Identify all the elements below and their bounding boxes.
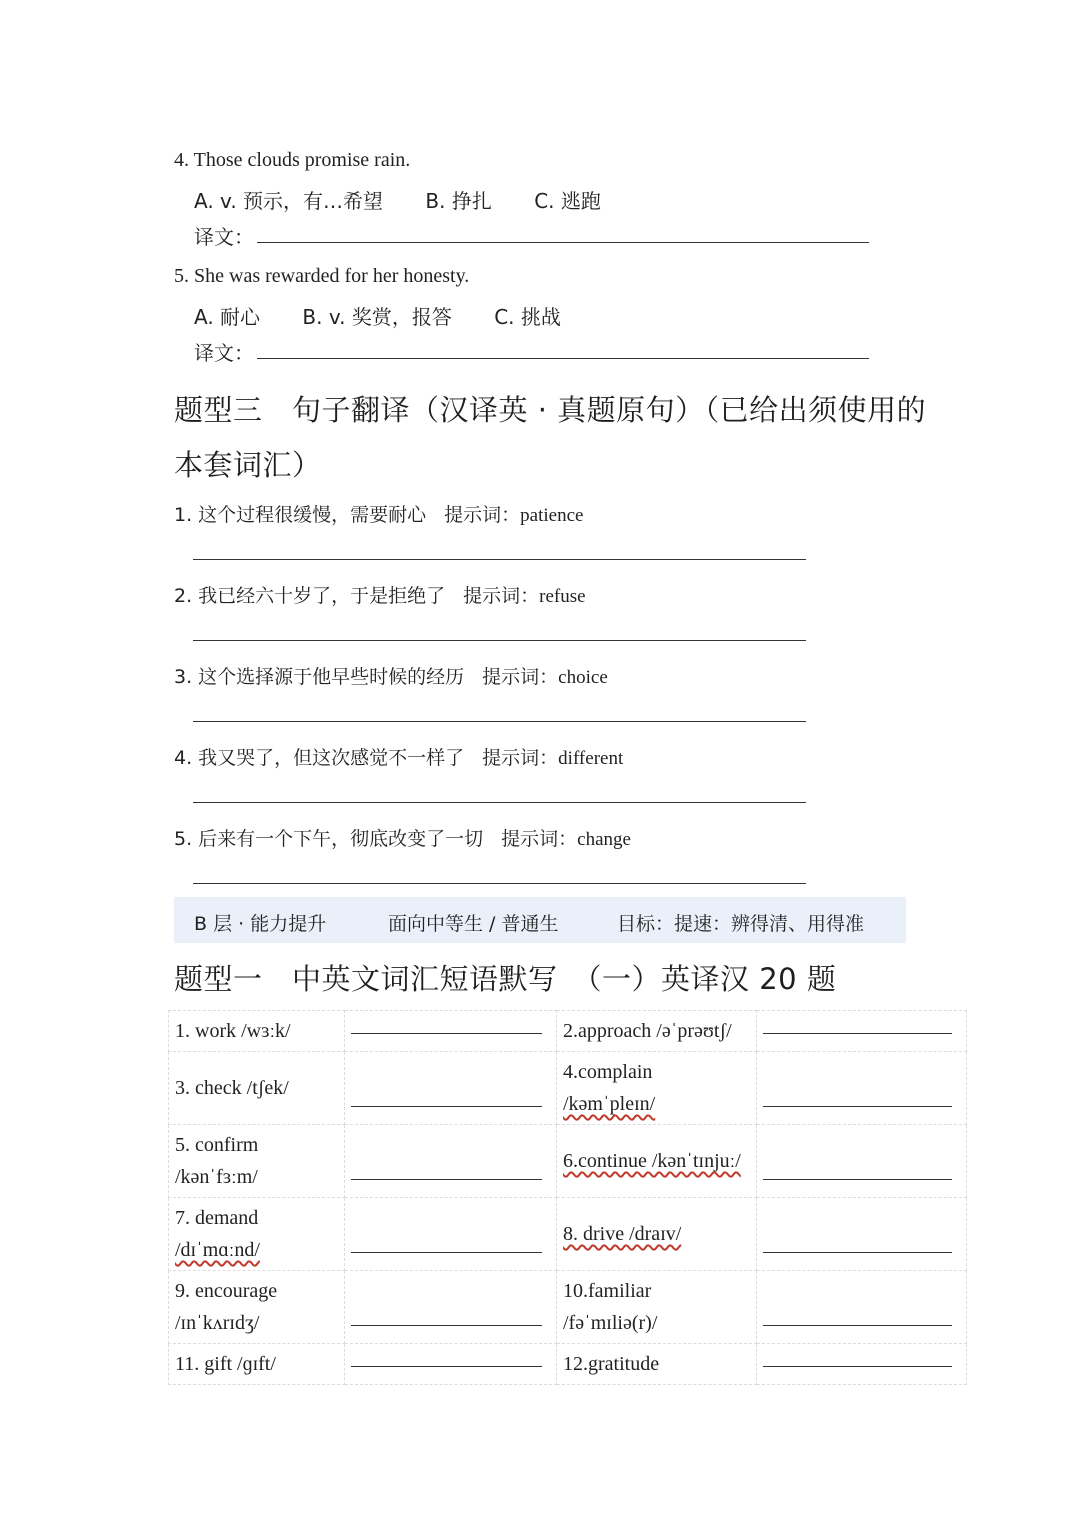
phonetic: /dɪˈmɑːnd/ <box>175 1239 260 1261</box>
item-text: 3. 这个选择源于他早些时候的经历 <box>174 666 465 688</box>
answer-line[interactable] <box>351 1325 542 1326</box>
answer-line[interactable] <box>351 1252 542 1253</box>
item-text: 4. 我又哭了，但这次感觉不一样了 <box>174 747 465 769</box>
word: 4.complain <box>563 1061 653 1083</box>
answer-line[interactable] <box>193 559 806 560</box>
section3-title-line1: 题型三 句子翻译（汉译英 · 真题原句）（已给出须使用的 <box>174 393 927 427</box>
answer-line[interactable] <box>763 1033 952 1034</box>
translation-label: 译文： <box>194 225 254 249</box>
banner-audience: 面向中等生 / 普通生 <box>388 913 559 935</box>
table-row <box>169 1344 967 1385</box>
answer-line[interactable] <box>193 640 806 641</box>
question-4-options <box>194 185 637 214</box>
section1-title: 题型一 中英文词汇短语默写 （一）英译汉 20 题 <box>174 962 837 996</box>
answer-line[interactable] <box>763 1325 952 1326</box>
word: 11. gift /ɡɪft/ <box>175 1353 276 1375</box>
phonetic: /ɪnˈkʌrɪdʒ/ <box>175 1312 260 1334</box>
banner-level: B 层 · 能力提升 <box>194 913 327 935</box>
translation-item-3 <box>174 662 608 689</box>
translation-item-4 <box>174 743 623 770</box>
word: 8. drive /draɪv/ <box>563 1223 682 1245</box>
word-cell <box>169 1125 345 1198</box>
answer-cell[interactable] <box>345 1344 557 1385</box>
translation-item-1 <box>174 500 583 527</box>
answer-line[interactable] <box>193 721 806 722</box>
word: 2.approach /əˈprəʊtʃ/ <box>563 1020 732 1042</box>
word: 5. confirm <box>175 1134 259 1156</box>
item-text: 2. 我已经六十岁了，于是拒绝了 <box>174 585 446 607</box>
option-c[interactable]: C. 挑战 <box>494 305 561 329</box>
item-hint: 提示词：choice <box>482 667 608 688</box>
answer-cell[interactable] <box>757 1271 967 1344</box>
answer-cell[interactable] <box>757 1011 967 1052</box>
answer-line[interactable] <box>763 1106 952 1107</box>
answer-cell[interactable] <box>757 1344 967 1385</box>
banner-goal: 目标：提速：辨得清、用得准 <box>617 913 865 935</box>
table-row <box>169 1271 967 1344</box>
word: 7. demand <box>175 1207 259 1229</box>
answer-line[interactable] <box>351 1106 542 1107</box>
word-cell <box>169 1198 345 1271</box>
answer-line[interactable] <box>351 1179 542 1180</box>
answer-line[interactable] <box>763 1366 952 1367</box>
answer-cell[interactable] <box>757 1125 967 1198</box>
item-text: 1. 这个过程很缓慢，需要耐心 <box>174 504 427 526</box>
word-cell <box>169 1271 345 1344</box>
answer-line[interactable] <box>193 802 806 803</box>
word-cell <box>557 1052 757 1125</box>
translation-answer-line[interactable] <box>257 242 869 243</box>
word-cell <box>557 1011 757 1052</box>
word: 3. check /tʃek/ <box>175 1077 289 1099</box>
item-hint: 提示词：different <box>482 748 624 769</box>
answer-cell[interactable] <box>345 1052 557 1125</box>
option-a[interactable]: A. 耐心 <box>194 305 261 329</box>
table-row <box>169 1052 967 1125</box>
translation-item-2 <box>174 581 586 608</box>
question-5-options <box>194 301 597 330</box>
answer-cell[interactable] <box>757 1052 967 1125</box>
word-cell <box>557 1198 757 1271</box>
phonetic: /kəmˈpleɪn/ <box>563 1093 656 1115</box>
table-row <box>169 1198 967 1271</box>
word: 9. encourage <box>175 1280 278 1302</box>
answer-line[interactable] <box>763 1179 952 1180</box>
translation-label: 译文： <box>194 341 254 365</box>
table-row <box>169 1125 967 1198</box>
question-5-sentence: 5. She was rewarded for her honesty. <box>174 265 470 287</box>
option-b[interactable]: B. 挣扎 <box>425 189 492 213</box>
option-b[interactable]: B. v. 奖赏，报答 <box>302 305 452 329</box>
word-cell <box>557 1344 757 1385</box>
item-text: 5. 后来有一个下午，彻底改变了一切 <box>174 828 484 850</box>
vocab-table <box>168 1010 967 1385</box>
word-cell <box>169 1052 345 1125</box>
translation-answer-line[interactable] <box>257 358 869 359</box>
answer-cell[interactable] <box>345 1198 557 1271</box>
level-banner <box>174 897 906 943</box>
word: 1. work /wɜːk/ <box>175 1020 291 1042</box>
section3-title-line2: 本套词汇） <box>174 448 322 482</box>
answer-cell[interactable] <box>757 1198 967 1271</box>
answer-cell[interactable] <box>345 1125 557 1198</box>
translation-item-5 <box>174 824 631 851</box>
word: 6.continue /kənˈtɪnjuː/ <box>563 1150 741 1172</box>
answer-line[interactable] <box>763 1252 952 1253</box>
word-cell <box>169 1344 345 1385</box>
answer-line[interactable] <box>351 1033 542 1034</box>
question-4-sentence: 4. Those clouds promise rain. <box>174 149 411 171</box>
option-a[interactable]: A. v. 预示，有…希望 <box>194 189 384 213</box>
answer-line[interactable] <box>193 883 806 884</box>
word-cell <box>557 1271 757 1344</box>
answer-cell[interactable] <box>345 1271 557 1344</box>
item-hint: 提示词：change <box>501 829 631 850</box>
word: 10.familiar <box>563 1280 652 1302</box>
table-row <box>169 1011 967 1052</box>
phonetic: /kənˈfɜːm/ <box>175 1166 258 1188</box>
phonetic: /fəˈmɪliə(r)/ <box>563 1312 658 1334</box>
word-cell <box>169 1011 345 1052</box>
word-cell <box>557 1125 757 1198</box>
item-hint: 提示词：patience <box>444 505 584 526</box>
answer-line[interactable] <box>351 1366 542 1367</box>
word: 12.gratitude <box>563 1353 660 1375</box>
item-hint: 提示词：refuse <box>463 586 586 607</box>
option-c[interactable]: C. 逃跑 <box>534 189 601 213</box>
answer-cell[interactable] <box>345 1011 557 1052</box>
